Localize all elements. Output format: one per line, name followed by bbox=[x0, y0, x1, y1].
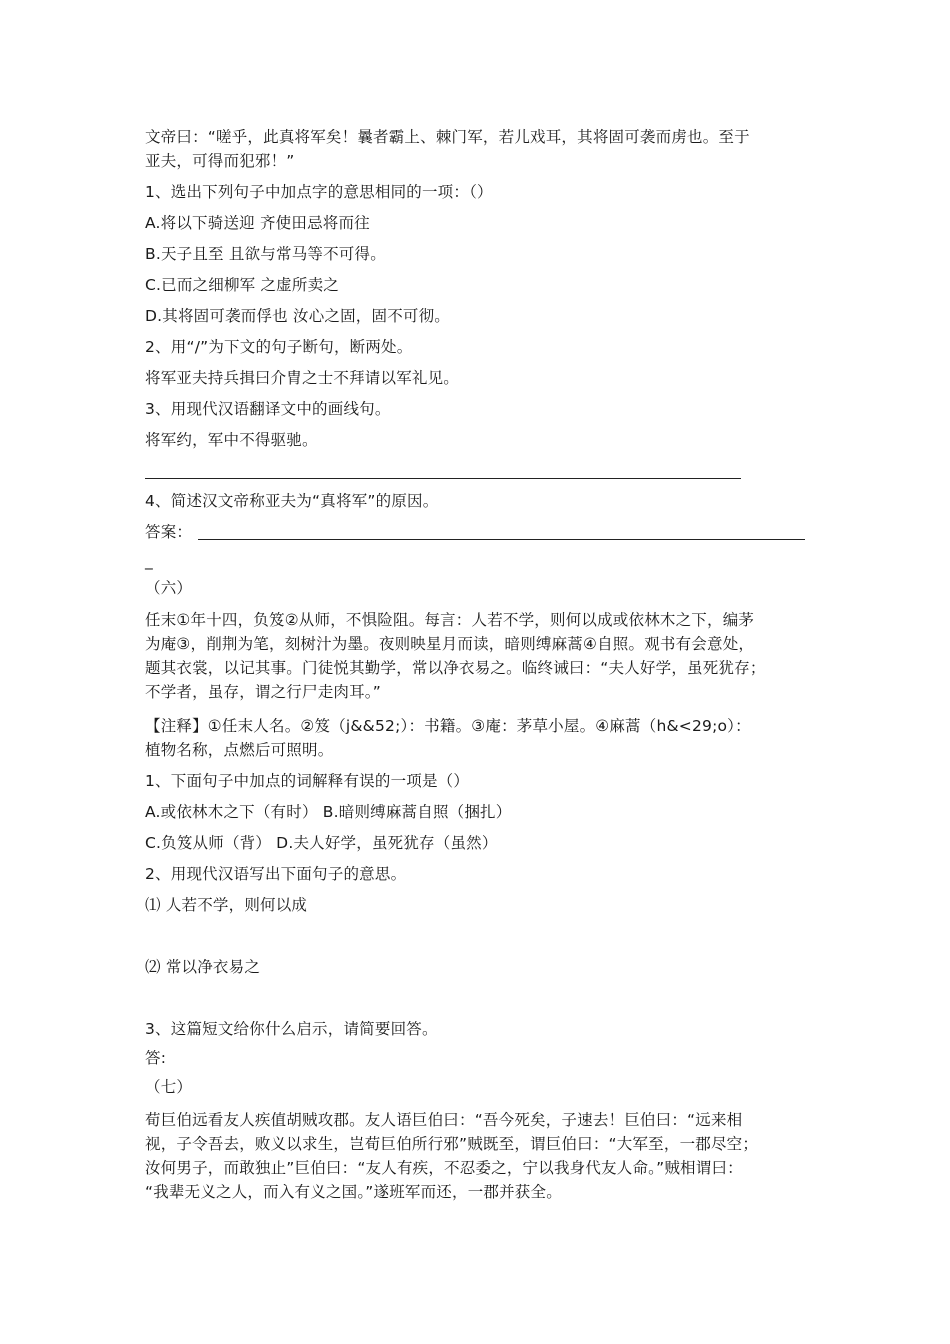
text-line: _ bbox=[145, 552, 153, 570]
question-2-prompt: 2、用“/”为下文的句子断句，断两处。 bbox=[145, 338, 413, 356]
text-line: 亚夫，可得而犯邪！” bbox=[145, 152, 295, 170]
options-c-d: C.负笈从师（背） D.夫人好学，虽死犹存（虽然） bbox=[145, 834, 498, 852]
question-3-prompt: 3、用现代汉语翻译文中的画线句。 bbox=[145, 400, 391, 418]
sub-question-2: ⑵ 常以净衣易之 bbox=[145, 958, 261, 976]
text-line: “我辈无义之人，而入有义之国。”遂班军而还，一郡并获全。 bbox=[145, 1183, 562, 1201]
annotation-note: 【注释】①任末人名。②笈（j&&52;）：书籍。③庵：茅草小屋。④麻蒿（h&<29;o）： bbox=[145, 717, 751, 735]
question-4-prompt: 4、简述汉文帝称亚夫为“真将军”的原因。 bbox=[145, 492, 439, 510]
options-a-b: A.或依林木之下（有时） B.暗则缚麻蒿自照（捆扎） bbox=[145, 803, 512, 821]
question-1-prompt: 1、下面句子中加点的词解释有误的一项是（） bbox=[145, 772, 470, 790]
annotation-note: 植物名称，点燃后可照明。 bbox=[145, 741, 334, 759]
option-c: C.已而之细柳军 之虚所卖之 bbox=[145, 276, 339, 294]
option-a: A.将以下骑送迎 齐使田忌将而往 bbox=[145, 214, 370, 232]
text-line: 汝何男子，而敢独止”巨伯曰：“友人有疾，不忍委之，宁以我身代友人命。”贼相谓曰： bbox=[145, 1159, 743, 1177]
text-line: 任末①年十四，负笈②从师，不惧险阻。每言：人若不学，则何以成或依林木之下，编茅 bbox=[145, 611, 755, 629]
text-line: 不学者，虽存，谓之行尸走肉耳。” bbox=[145, 683, 381, 701]
answer-label: 答: bbox=[145, 1049, 167, 1067]
answer-blank-line bbox=[198, 539, 805, 540]
answer-blank-line bbox=[145, 478, 741, 479]
option-b: B.天子且至 且欲与常马等不可得。 bbox=[145, 245, 386, 263]
option-d: D.其将固可袭而俘也 汝心之固，固不可彻。 bbox=[145, 307, 450, 325]
question-2-prompt: 2、用现代汉语写出下面句子的意思。 bbox=[145, 865, 407, 883]
section-heading-6: （六） bbox=[145, 579, 193, 597]
answer-label: 答案： bbox=[145, 523, 193, 541]
text-line: 题其衣裳，以记其事。门徒悦其勤学，常以净衣易之。临终诫曰：“夫人好学，虽死犹存； bbox=[145, 659, 766, 677]
text-line: 荀巨伯远看友人疾值胡贼攻郡。友人语巨伯曰：“吾今死矣，子速去！巨伯曰：“远来相 bbox=[145, 1111, 743, 1129]
text-line: 将军约，军中不得驱驰。 bbox=[145, 431, 318, 449]
question-1-prompt: 1、选出下列句子中加点字的意思相同的一项：（） bbox=[145, 183, 493, 201]
text-line: 文帝曰：“嗟乎，此真将军矣！曩者霸上、棘门军，若儿戏耳，其将固可袭而虏也。至于 bbox=[145, 128, 750, 146]
text-line: 视，子令吾去，败义以求生，岂荀巨伯所行邪”贼既至，谓巨伯曰：“大军至，一郡尽空； bbox=[145, 1135, 759, 1153]
sub-question-1: ⑴ 人若不学，则何以成 bbox=[145, 896, 308, 914]
text-line: 将军亚夫持兵揖曰介胄之士不拜请以军礼见。 bbox=[145, 369, 460, 387]
question-3-prompt: 3、这篇短文给你什么启示，请简要回答。 bbox=[145, 1020, 438, 1038]
section-heading-7: （七） bbox=[145, 1078, 193, 1096]
text-line: 为庵③，削荆为笔，刻树汁为墨。夜则映星月而读，暗则缚麻蒿④自照。观书有会意处， bbox=[145, 635, 755, 653]
